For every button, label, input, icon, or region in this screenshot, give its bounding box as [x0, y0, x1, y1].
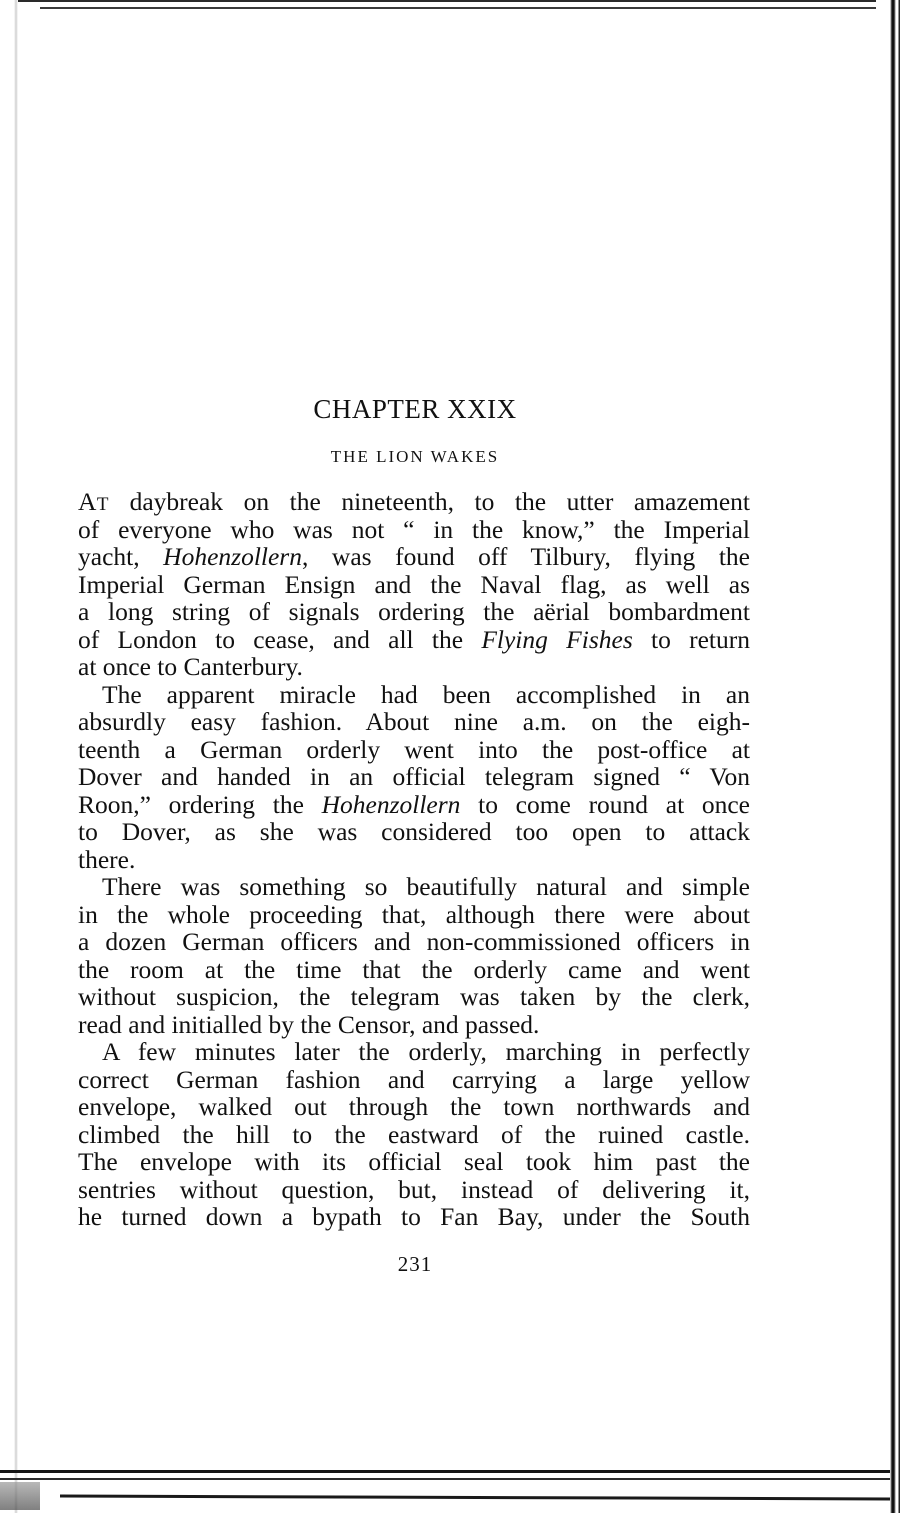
text-line: a dozen German officers and non-commissioned officers in: [78, 927, 750, 956]
scan-edge-bottom-line: [0, 1478, 890, 1480]
scan-edge-top-line: [40, 7, 880, 9]
paragraph: [78, 488, 750, 681]
scan-edge-bottom-line: [60, 1495, 890, 1501]
drop-word: AT: [78, 487, 110, 516]
text-line: The apparent miracle had been accomplished in an: [102, 679, 750, 709]
text-line: climbed the hill to the eastward of the ruined castle.: [78, 1119, 750, 1149]
text-line: Roon,” ordering the Hohenzollern to come round at once: [78, 789, 750, 819]
text-line: read and initialled by the Censor, and passed.: [78, 1009, 540, 1039]
paragraph: [78, 873, 750, 1038]
text-line: AT daybreak on the nineteenth, to the utter amazement: [78, 487, 750, 516]
text-line: sentries without question, but, instead of delivering it,: [78, 1174, 750, 1204]
scan-edge-left: [0, 0, 18, 1513]
text-line: the room at the time that the orderly came and went: [78, 954, 750, 984]
text-line: of everyone who was not “ in the know,” the Imperial: [78, 514, 750, 544]
text-line: there.: [78, 844, 136, 874]
text-line: to Dover, as she was considered too open to attack: [78, 817, 750, 846]
text-line: of London to cease, and all the Flying Fishes to return: [78, 624, 751, 654]
scan-edge-top: [0, 0, 900, 6]
text-line: A few minutes later the orderly, marching in perfectly: [102, 1037, 750, 1066]
text-line: correct German fashion and carrying a large yellow: [78, 1064, 750, 1094]
chapter-title: THE LION WAKES: [330, 447, 500, 466]
italic-title: Flying Fishes: [481, 624, 633, 654]
scan-edge-right: [876, 0, 900, 1513]
text-line: The envelope with its official seal took him past the: [78, 1147, 750, 1176]
scan-edge-bottom-line: [0, 1470, 890, 1473]
text-line: There was something so beautifully natural and simple: [102, 872, 750, 901]
paragraph: [78, 681, 750, 874]
italic-title: Hohenzollern: [163, 542, 302, 571]
text-line: absurdly easy fashion. About nine a.m. on the eigh-: [78, 707, 750, 736]
text-line: at once to Canterbury.: [78, 652, 303, 681]
chapter-heading: CHAPTER XXIX: [313, 394, 517, 424]
text-line: he turned down a bypath to Fan Bay, under the South: [78, 1202, 750, 1231]
text-line: a long string of signals ordering the aërial bombardment: [78, 597, 750, 626]
body-text: [78, 488, 750, 1231]
text-line: Dover and handed in an official telegram signed “ Von: [78, 762, 750, 791]
text-line: yacht, Hohenzollern, was found off Tilbury, flying the: [78, 542, 750, 571]
text-line: in the whole proceeding that, although there were about: [78, 899, 750, 929]
scan-smudge: [0, 1482, 40, 1510]
text-line: envelope, walked out through the town northwards and: [78, 1092, 750, 1121]
page-number: 231: [397, 1252, 433, 1276]
text-line: without suspicion, the telegram was taken by the clerk,: [78, 982, 750, 1011]
text-line: Imperial German Ensign and the Naval flag, as well as: [78, 569, 750, 599]
italic-title: Hohenzollern: [321, 789, 461, 819]
text-line: teenth a German orderly went into the post-office at: [78, 734, 750, 764]
paragraph: [78, 1038, 750, 1231]
